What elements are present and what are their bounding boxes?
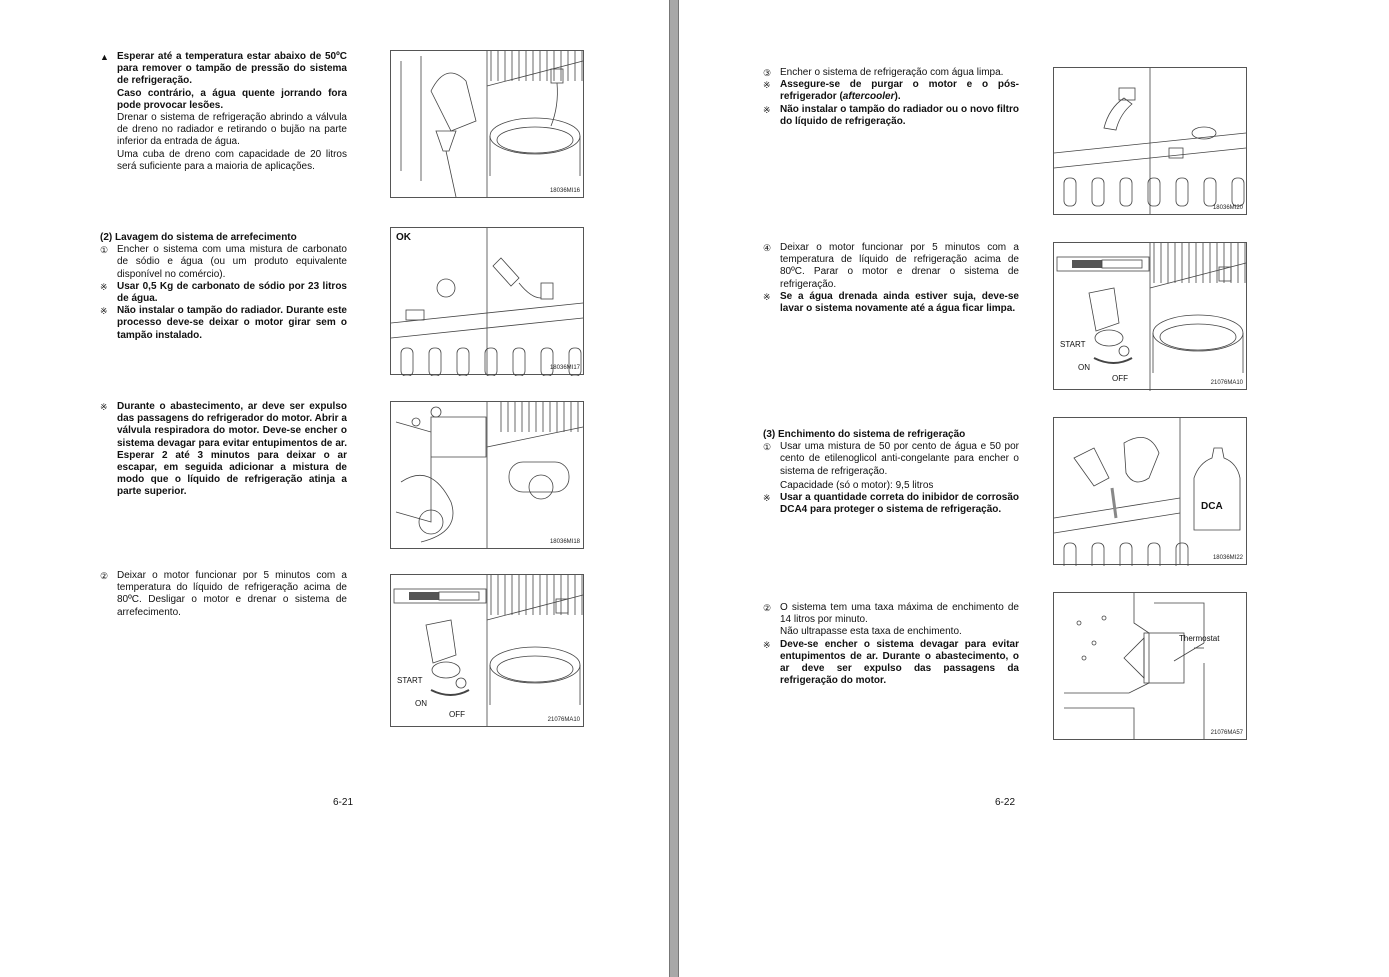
- section-flushing: [100, 232, 347, 342]
- step-number: ③: [763, 68, 772, 78]
- text-block-refill: [763, 67, 1019, 128]
- cap-illustration: [391, 228, 585, 376]
- paragraph: ※ Se a água drenada ainda estiver suja, deve-se lavar o sistema novamente até a água ficar limpa.: [763, 290, 1019, 315]
- note-mark-icon: ※: [100, 306, 108, 317]
- figure-code: 21076MA10: [547, 717, 580, 723]
- step-number: ②: [763, 603, 772, 613]
- figure-thermostat: [1053, 592, 1247, 740]
- paragraph: ① Encher o sistema com uma mistura de carbonato de sódio e água (ou um produto equivalente disponível no comércio).: [100, 244, 347, 280]
- paragraph: ※ Não instalar o tampão do radiador. Durante este processo deve-se deixar o motor girar sem o tampão instalado.: [100, 305, 347, 341]
- paragraph: ※ Deve-se encher o sistema devagar para evitar entupimentos de ar. Durante o abastecimento, o ar deve ser expulso das passagens da refrigeração do motor.: [763, 638, 1019, 687]
- paragraph: ② Deixar o motor funcionar por 5 minutos com a temperatura do líquido de refrigeração acima de 80ºC. Desligar o motor e drenar o sistema de arrefecimento.: [100, 570, 347, 618]
- paragraph: Uma cuba de dreno com capacidade de 20 litros será suficiente para a maioria de aplicações.: [117, 148, 347, 172]
- figure-code: 18036MI16: [549, 188, 580, 194]
- note-mark-icon: ※: [763, 639, 771, 650]
- note-mark-icon: ※: [763, 104, 771, 115]
- figure-engine-vent: [390, 401, 584, 549]
- dca-illustration: [1054, 418, 1248, 566]
- paragraph: ① Usar uma mistura de 50 por cento de água e 50 por cento de etilenoglicol anti-congelante para encher o sistema de refrigeração.: [763, 441, 1019, 477]
- paragraph: ② O sistema tem uma taxa máxima de enchimento de 14 litros por minuto.: [763, 602, 1019, 626]
- figure-drain: [390, 50, 584, 198]
- section-heading: (3) Enchimento do sistema de refrigeração: [763, 429, 966, 440]
- section-heading: (2) Lavagem do sistema de arrefecimento: [100, 232, 297, 243]
- cap2-illustration: [1054, 68, 1248, 216]
- engine-illustration: [391, 402, 585, 550]
- page-number: 6-22: [995, 797, 1016, 808]
- paragraph: Capacidade (só o motor): 9,5 litros: [780, 479, 934, 491]
- note-mark-icon: ※: [100, 402, 108, 412]
- start-label: START: [1060, 340, 1086, 349]
- text-block-step: [100, 570, 347, 619]
- step-number: ①: [763, 442, 772, 453]
- note-mark-icon: ※: [763, 291, 771, 302]
- paragraph: ④ Deixar o motor funcionar por 5 minutos com a temperatura de líquido de refrigeração acima de 80ºC. Parar o motor e drenar o sistema de refrigeração.: [763, 242, 1019, 290]
- paragraph: ※ Usar a quantidade correta do inibidor de corrosão DCA4 para proteger o sistema de refrigeração.: [763, 492, 1019, 516]
- paragraph: ※ Usar 0,5 Kg de carbonato de sódio por 23 litros de água.: [100, 280, 347, 305]
- paragraph: ※ Não instalar o tampão do radiador ou o novo filtro do líquido de refrigeração.: [763, 103, 1019, 127]
- paragraph: ③ Encher o sistema de refrigeração com água limpa.: [763, 67, 1004, 78]
- figure-run-engine: [390, 574, 584, 727]
- figure-code: 18036MI17: [549, 365, 580, 371]
- section-filling: [763, 429, 1019, 516]
- drain-illustration: [391, 51, 585, 199]
- paragraph: Drenar o sistema de refrigeração abrindo a válvula de dreno no radiador e retirando o bujão na parte inferior da entrada de água.: [117, 112, 347, 148]
- text-block-rate: [763, 602, 1019, 687]
- figure-code: 18036MI20: [1212, 205, 1243, 211]
- thermo-illustration: [1054, 593, 1248, 741]
- figure-radiator-ok: [390, 227, 584, 375]
- figure-run-engine: [1053, 242, 1247, 390]
- thermostat-label: Thermostat: [1179, 634, 1220, 643]
- dca-label: DCA: [1201, 501, 1223, 512]
- figure-code: 21076MA57: [1210, 730, 1243, 736]
- figure-antifreeze: [1053, 417, 1247, 565]
- figure-refill: [1053, 67, 1247, 215]
- text-block-warning: [100, 51, 347, 173]
- text-block-run: [763, 242, 1019, 315]
- ok-label: OK: [396, 232, 411, 243]
- note-mark-icon: ※: [100, 281, 108, 292]
- paragraph: Caso contrário, a água quente jorrando fora pode provocar lesões.: [117, 87, 347, 111]
- page-number: 6-21: [333, 797, 354, 808]
- page-divider: [669, 0, 679, 977]
- note-mark-icon: ※: [763, 493, 771, 504]
- figure-code: 21076MA10: [1210, 380, 1243, 386]
- text-block-note: [100, 401, 347, 499]
- paragraph: Não ultrapasse esta taxa de enchimento.: [780, 626, 962, 638]
- on-label: ON: [415, 699, 427, 708]
- step-number: ④: [763, 243, 772, 253]
- on-label: ON: [1078, 363, 1090, 372]
- step-number: ②: [100, 571, 109, 581]
- start-label: START: [397, 676, 423, 685]
- warning-triangle-icon: ▲: [100, 52, 109, 62]
- paragraph: ※ Durante o abastecimento, ar deve ser expulso das passagens do refrigerador do motor. Abrir a válvula respiradora do motor. Deve-se encher o sistema devagar para evitar entupimentos de ar. Esperar 2 até 3 minutos para deixar o ar escapar, em seguida adicionar a mistura de modo que o líquido de refrigeração atinja a parte superior.: [100, 401, 347, 498]
- paragraph: ※ Assegure-se de purgar o motor e o pós-refrigerador (aftercooler).: [763, 79, 1019, 103]
- paragraph: ▲ Esperar até a temperatura estar abaixo de 50ºC para remover o tampão de pressão do sistema de refrigeração.: [100, 51, 347, 87]
- step-number: ①: [100, 245, 109, 256]
- note-mark-icon: ※: [763, 80, 771, 91]
- figure-code: 18036MI18: [549, 539, 580, 545]
- figure-code: 18036MI22: [1212, 555, 1243, 561]
- off-label: OFF: [449, 710, 465, 719]
- off-label: OFF: [1112, 374, 1128, 383]
